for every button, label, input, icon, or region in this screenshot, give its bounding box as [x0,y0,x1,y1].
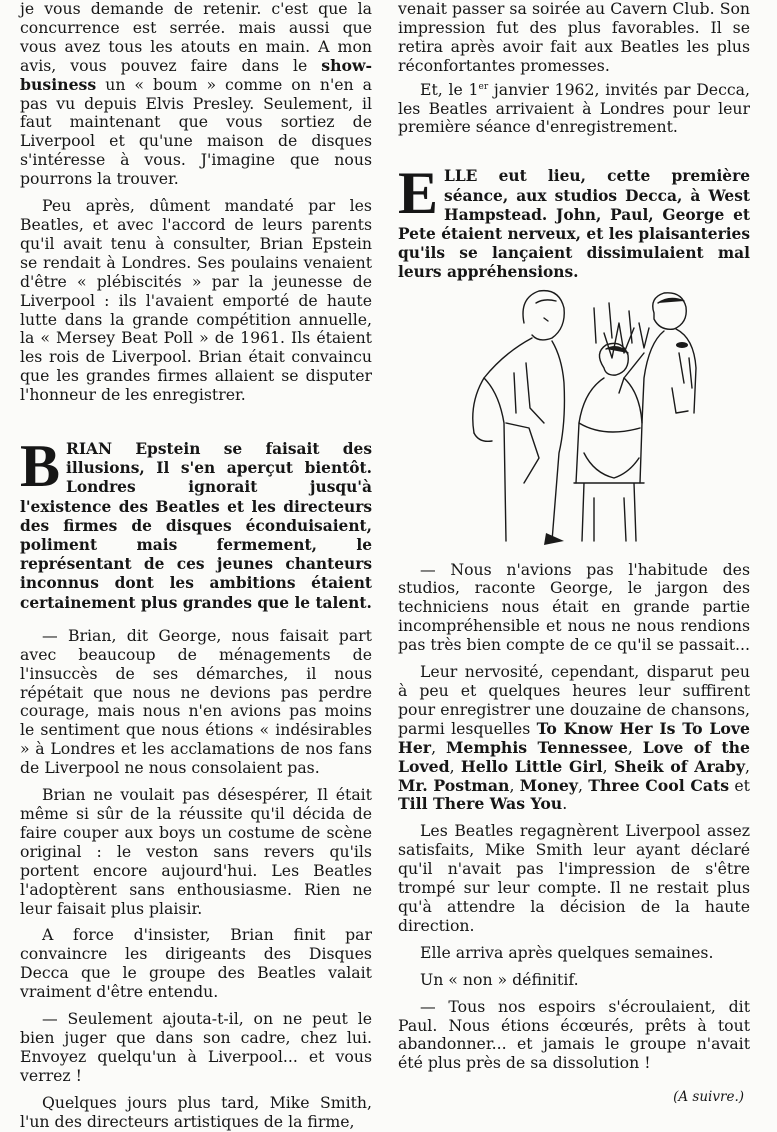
left-column [20,0,372,1132]
paragraph: — Seulement ajouta-t-il, on ne peut le bien juger que dans son cadre, chez lui. Envoyez quelqu'un à Liverpool... et vous verrez ! [20,1009,372,1085]
drop-cap: E [398,160,439,227]
paragraph: Et, le 1er janvier 1962, invités par Decca, les Beatles arrivaient à Londres pour leur première séance d'enregistrement. [398,79,750,137]
paragraph: Peu après, dûment mandaté par les Beatles, et avec l'accord de leurs parents qu'il avait tenu à consulter, Brian Epstein se rendait à Londres. Ses poulains venaient d'être « plébiscités » par la jeunesse de Liverpool : ils l'avaient emporté de haute lutte dans la grande compétition annuelle, la « Mersey Beat Poll » de 1961. Ils étaient les rois de Liverpool. Brian était convaincu que les grandes firmes allaient se disputer l'honneur de les enregistrer. [20,196,372,405]
paragraph: Elle arriva après quelques semaines. [420,942,714,962]
studio-sketch-illustration [444,283,704,549]
song-title: Hello Little Girl [460,756,603,776]
paragraph: — Nous n'avions pas l'habitude des studios, raconte George, le jargon des techniciens nous était en grande partie incompréhensible et nous ne nous rendions pas très bien compte de ce qu'il se passait... [398,559,751,655]
bold-term: show-business [20,55,372,94]
paragraph: venait passer sa soirée au Cavern Club. Son impression fut des plus favorables. Il se retira après avoir fait aux Beatles les plus réconfortantes promesses. [398,0,750,75]
song-title: Three Cool Cats [588,775,730,795]
song-title: Sheik of Araby [613,756,745,776]
paragraph: Brian ne voulait pas désespérer, Il était même si sûr de la réussite qu'il décida de faire couper aux boys un costume de scène original : le veston sans revers qu'ils portent encore aujourd'hui. Les Beatles l'adoptèrent sans enthousiasme. Rien ne leur faisait plus plaisir. [20,785,372,918]
a-suivre: (A suivre.) [673,1089,744,1106]
paragraph: Les Beatles regagnèrent Liverpool assez satisfaits, Mike Smith leur ayant déclaré qu'il n'avait pas l'impression de s'être trompé sur leur compte. Il ne restait plus qu'à attendre la décision de la haute direction. [398,821,750,935]
paragraph: A force d'insister, Brian finit par convaincre les dirigeants des Disques Decca que le groupe des Beatles valait vraiment d'être entendu. [20,925,372,1002]
song-list-paragraph: Leur nervosité, cependant, disparut peu à peu et quelques heures leur suffirent pour enregistrer une douzaine de chansons, parmi lesquelles To Know Her Is To Love Her, Memphis Tennessee, Love of the Loved, Hello Little Girl, Sheik of Araby, Mr. Postman, Money, Three Cool Cats et Till There Was You. [398,662,751,814]
song-title: Love of the Loved [398,737,751,776]
song-title: Money [519,775,579,795]
song-title: Memphis Tennessee [446,737,628,757]
paragraph: — Brian, dit George, nous faisait part avec beaucoup de ménagements de l'insuccès de ses démarches, il nous répétait que nous ne devions pas perdre courage, mais nous n'en avions pas moins le sentiment que nous étions « indésirables » à Londres et les acclamations de nos fans de Liverpool ne nous consolaient pas. [20,625,372,778]
song-title: To Know Her Is To Love Her [398,718,750,757]
section-lead: BRIAN Epstein se faisait des illusions, Il s'en aperçut bientôt. Londres ignorait jusqu'à l'existence des Beatles et les directeurs des firmes de disques éconduisaient, poliment mais fermement, le représentant de ces jeunes chanteurs inconnus dont les ambitions étaient certainement plus grandes que le talent. [20,433,372,612]
section-lead: ELLE eut lieu, cette première séance, aux studios Decca, à West Hampstead. John, Paul, George et Pete étaient nerveux, et les plaisanteries qu'ils se lançaient dissimulaient mal leurs appréhensions. [398,160,750,282]
paragraph: — Tous nos espoirs s'écroulaient, dit Paul. Nous étions écœurés, prêts à tout abandonner... et jamais le groupe n'avait été plus près de sa dissolution ! [398,996,750,1073]
song-title: Mr. Postman [398,775,510,795]
song-title: Till There Was You [398,794,563,814]
paragraph: Quelques jours plus tard, Mike Smith, l'un des directeurs artistiques de la firme, [20,1092,372,1131]
paragraph: je vous demande de retenir. c'est que la concurrence est serrée. mais aussi que vous avez tous les atouts en main. A mon avis, vous pouvez faire dans le show-business un « boum » comme on n'en a pas vu depuis Elvis Presley. Seulement, il faut maintenant que vous sortiez de Liverpool et qu'une maison de disques s'intéresse à vous. J'imagine que nous pourrons la trouver. [20,0,372,189]
paragraph: Un « non » définitif. [420,969,579,989]
drop-cap: B [20,433,61,500]
right-column [398,0,750,1105]
